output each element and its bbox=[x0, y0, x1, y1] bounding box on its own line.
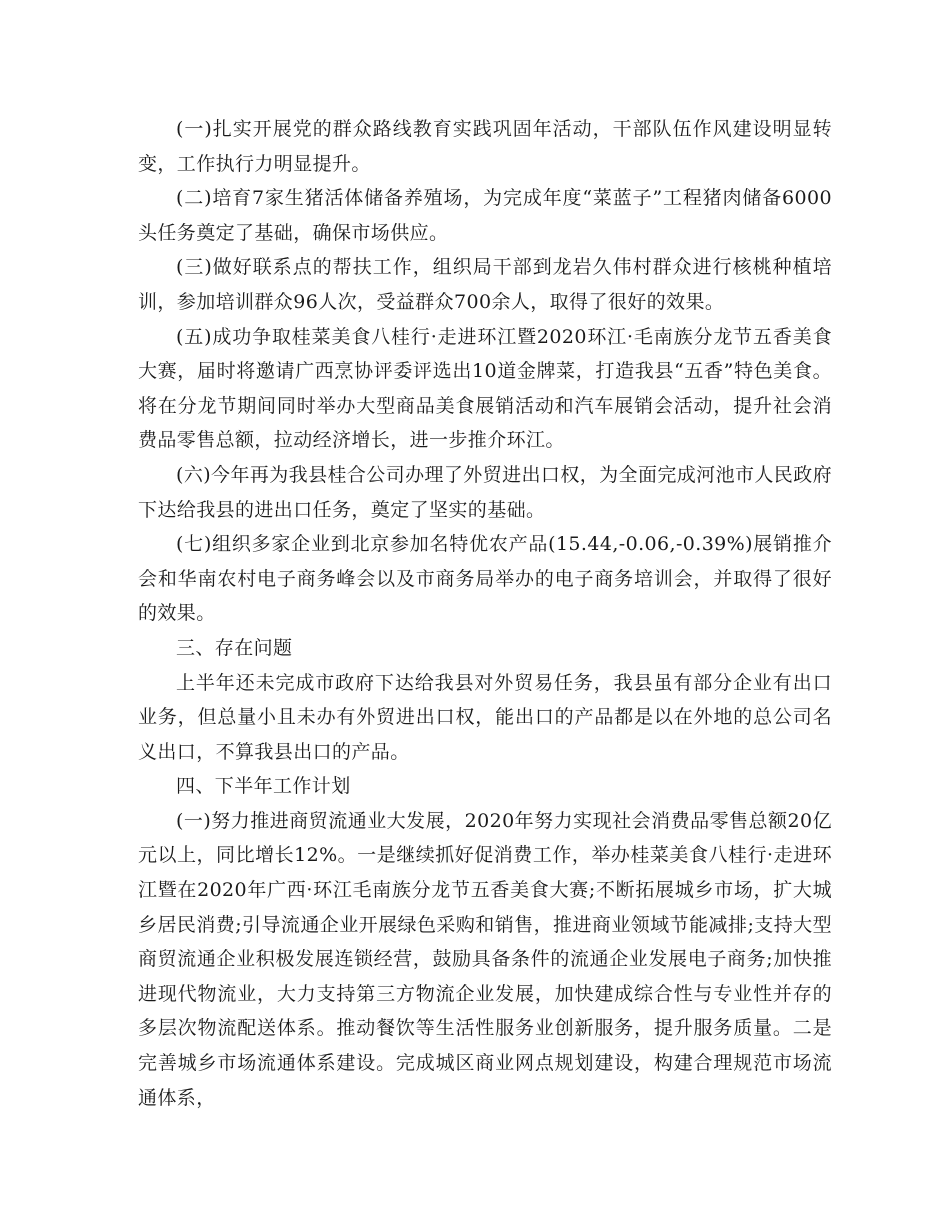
paragraph-trade-rights: (六)今年再为我县桂合公司办理了外贸进出口权，为全面完成河池市人民政府下达给我县的进出口任务，奠定了坚实的基础。 bbox=[138, 463, 832, 521]
paragraph-walnut-training: (三)做好联系点的帮扶工作，组织局干部到龙岩久伟村群众进行核桃种植培训，参加培训群众96人次，受益群众700余人，取得了很好的效果。 bbox=[138, 256, 832, 313]
paragraph-pig-farms: (二)培育7家生猪活体储备养殖场，为完成年度“菜蓝子”工程猪肉储备6000头任务奠定了基础，确保市场供应。 bbox=[138, 187, 832, 244]
paragraph-plan-commerce: (一)努力推进商贸流通业大发展，2020年努力实现社会消费品零售总额20亿元以上，同比增长12%。一是继续抓好促消费工作，举办桂菜美食八桂行·走进环江暨在2020年广西·环江毛南族分龙节五香美食大赛;不断拓展城乡市场，扩大城乡居民消费;引导流通企业开展绿色采购和销售，推进商业领域节能减排;支持大型商贸流通企业积极发展连锁经营，鼓励具备条件的流通企业发展电子商务;加快推进现代物流业，大力支持第三方物流企业发展，加快建成综合性与专业性并存的多层次物流配送体系。推动餐饮等生活性服务业创新服务，提升服务质量。二是完善城乡市场流通体系建设。完成城区商业网点规划建设，构建合理规范市场流通体系， bbox=[138, 809, 832, 1109]
paragraph-beijing-expo: (七)组织多家企业到北京参加名特优农产品(15.44,-0.06,-0.39%)展销推介会和华南农村电子商务峰会以及市商务局举办的电子商务培训会，并取得了很好的效果。 bbox=[138, 533, 832, 625]
paragraph-food-contest: (五)成功争取桂菜美食八桂行·走进环江暨2020环江·毛南族分龙节五香美食大赛，届时将邀请广西烹协评委评选出10道金牌菜，打造我县“五香”特色美食。将在分龙节期间同时举办大型商品美食展销活动和汽车展销会活动，提升社会消费品零售总额，拉动经济增长，进一步推介环江。 bbox=[138, 325, 832, 452]
section-heading-problems: 三、存在问题 bbox=[176, 636, 293, 659]
paragraph-problems: 上半年还未完成市政府下达给我县对外贸易任务，我县虽有部分企业有出口业务，但总量小且未办有外贸进出口权，能出口的产品都是以在外地的总公司名义出口，不算我县出口的产品。 bbox=[138, 671, 832, 763]
document-body bbox=[138, 112, 832, 1115]
section-heading-plan: 四、下半年工作计划 bbox=[176, 775, 351, 798]
paragraph-party-education: (一)扎实开展党的群众路线教育实践巩固年活动，干部队伍作风建设明显转变，工作执行力明显提升。 bbox=[138, 118, 832, 175]
